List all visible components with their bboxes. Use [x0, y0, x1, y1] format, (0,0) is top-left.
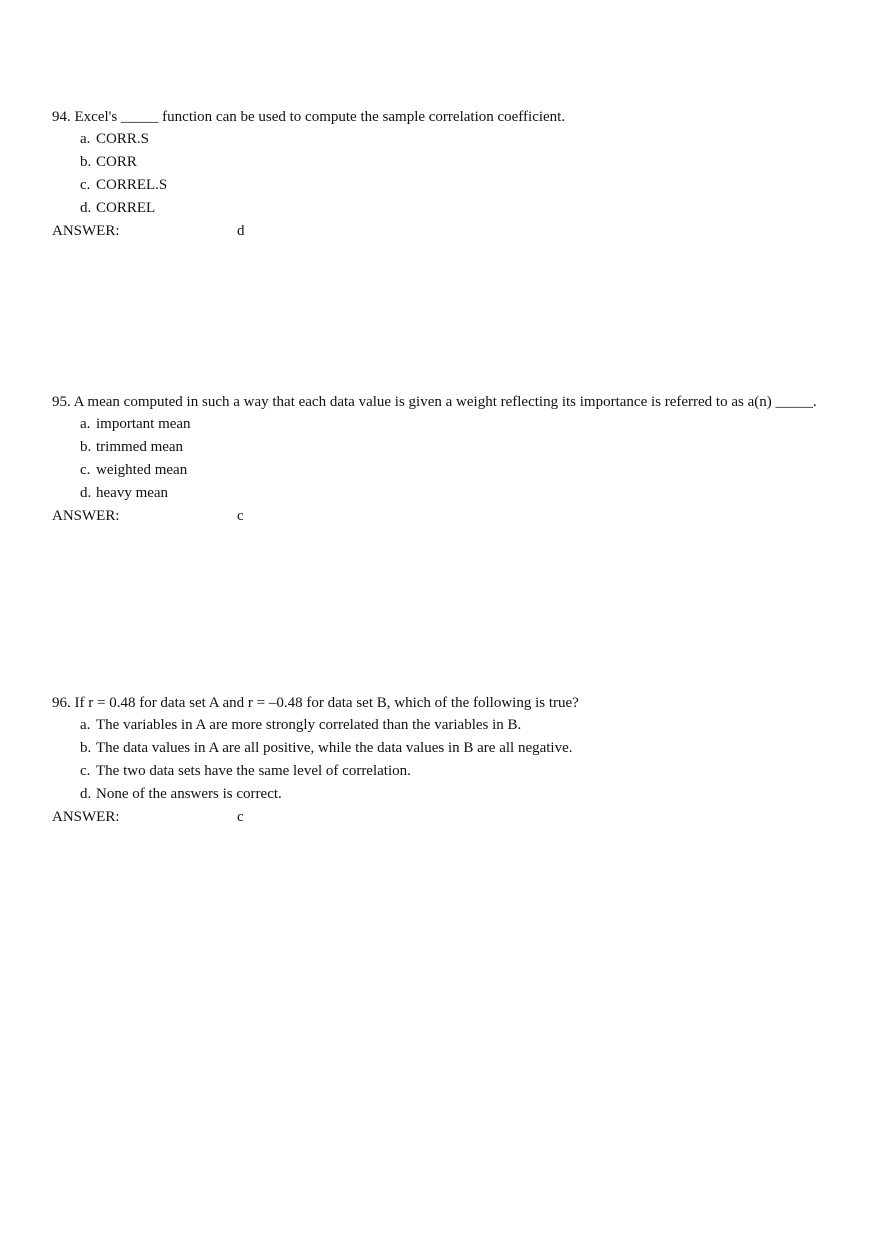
question-96	[52, 692, 822, 828]
option-letter: d.	[80, 485, 92, 501]
option-text: The data values in A are all positive, while the data values in B are all negative.	[96, 740, 573, 756]
option-text: trimmed mean	[96, 439, 184, 455]
option-letter: c.	[80, 763, 91, 779]
option-c	[80, 459, 822, 482]
answer-label: ANSWER:	[52, 508, 120, 524]
option-d	[80, 197, 822, 220]
option-text: CORR	[96, 154, 137, 170]
answer-row	[52, 220, 822, 242]
option-letter: a.	[80, 416, 91, 432]
answer-row	[52, 806, 822, 828]
option-letter: b.	[80, 439, 92, 455]
option-d	[80, 482, 822, 505]
option-b	[80, 737, 822, 760]
option-a	[80, 714, 822, 737]
question-stem: 95. A mean computed in such a way that each data value is given a weight reflecting its importance is referred to as a(n) _____.	[52, 394, 817, 410]
option-list	[52, 128, 822, 220]
answer-label: ANSWER:	[52, 809, 120, 825]
option-d	[80, 783, 822, 806]
option-text: The variables in A are more strongly correlated than the variables in B.	[96, 717, 522, 733]
option-text: weighted mean	[96, 462, 188, 478]
option-letter: c.	[80, 462, 91, 478]
answer-label: ANSWER:	[52, 223, 120, 239]
option-letter: a.	[80, 717, 91, 733]
option-text: heavy mean	[96, 485, 169, 501]
option-text: important mean	[96, 416, 191, 432]
option-letter: c.	[80, 177, 91, 193]
question-stem: 96. If r = 0.48 for data set A and r = –0.48 for data set B, which of the following is true?	[52, 695, 579, 711]
answer-row	[52, 505, 822, 527]
option-text: None of the answers is correct.	[96, 786, 282, 802]
option-a	[80, 413, 822, 436]
option-list	[52, 413, 822, 505]
question-94	[52, 106, 822, 242]
option-text: CORREL.S	[96, 177, 168, 193]
answer-value: d	[237, 223, 245, 239]
question-95	[52, 391, 822, 527]
option-text: CORR.S	[96, 131, 149, 147]
option-letter: a.	[80, 131, 91, 147]
option-letter: d.	[80, 786, 92, 802]
option-letter: b.	[80, 154, 92, 170]
option-a	[80, 128, 822, 151]
option-letter: d.	[80, 200, 92, 216]
option-list	[52, 714, 822, 806]
question-stem: 94. Excel's _____ function can be used to compute the sample correlation coefficient.	[52, 109, 566, 125]
option-c	[80, 174, 822, 197]
option-text: The two data sets have the same level of correlation.	[96, 763, 411, 779]
option-b	[80, 436, 822, 459]
option-letter: b.	[80, 740, 92, 756]
answer-value: c	[237, 809, 244, 825]
option-c	[80, 760, 822, 783]
answer-value: c	[237, 508, 244, 524]
option-b	[80, 151, 822, 174]
option-text: CORREL	[96, 200, 156, 216]
